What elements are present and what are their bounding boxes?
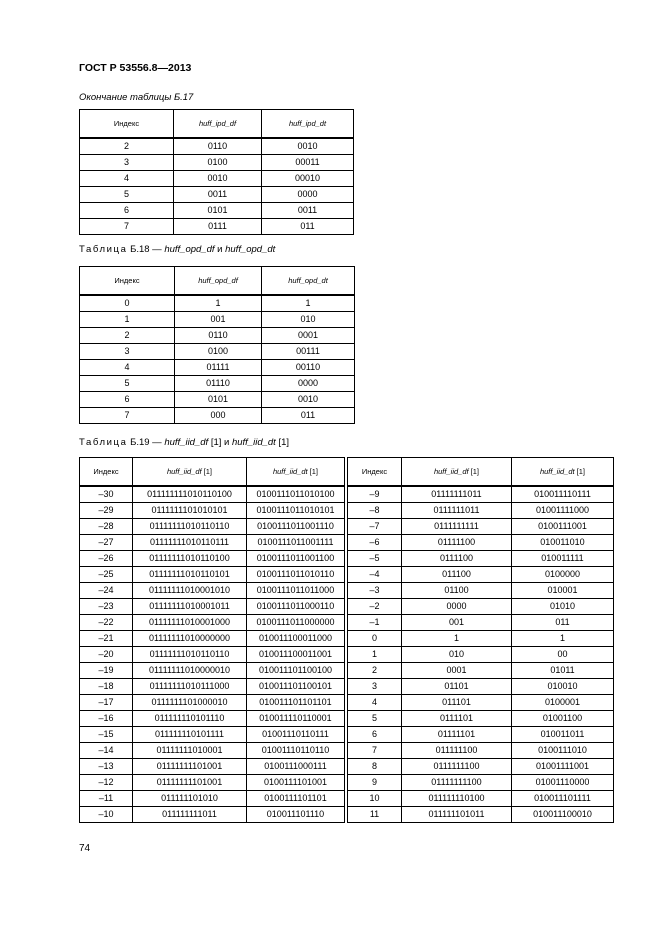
table-row <box>80 486 345 503</box>
table-cell: 0100111011001110 <box>247 519 345 535</box>
column-header-name: huff_opd_dt <box>288 276 328 285</box>
table-cell: –2 <box>348 599 402 615</box>
table-cell: 1 <box>402 631 512 647</box>
table-cell: –25 <box>80 567 133 583</box>
column-header <box>247 458 345 487</box>
table-row <box>80 727 345 743</box>
column-header-name: huff_opd_df <box>198 276 238 285</box>
table-row <box>80 743 345 759</box>
caption-join: и <box>217 244 223 255</box>
table-cell: 011111110100 <box>402 791 512 807</box>
table-row <box>80 171 354 187</box>
table-cell: 0000 <box>262 187 354 203</box>
table-row <box>80 775 345 791</box>
caption-prefix: Таблица <box>79 437 128 448</box>
table-cell: –17 <box>80 695 133 711</box>
table-17-caption: Окончание таблицы Б.17 <box>79 92 194 103</box>
table-cell: 8 <box>348 759 402 775</box>
table-cell: 011 <box>262 408 355 424</box>
table-row <box>80 759 345 775</box>
table-cell: –19 <box>80 663 133 679</box>
table-cell: 010011100011000 <box>247 631 345 647</box>
table-19-left <box>79 457 345 823</box>
table-cell: 010011101111 <box>512 791 614 807</box>
table-cell: 01111111010001011 <box>133 599 247 615</box>
table-cell: –16 <box>80 711 133 727</box>
column-header <box>174 110 262 139</box>
table-18 <box>79 266 355 424</box>
table-cell: 2 <box>80 328 175 344</box>
table-cell: 00011 <box>262 155 354 171</box>
table-cell: 0011 <box>174 187 262 203</box>
column-header <box>402 458 512 487</box>
table-cell: 1 <box>262 295 355 312</box>
table-row <box>80 647 345 663</box>
table-row <box>80 392 355 408</box>
table-cell: –7 <box>348 519 402 535</box>
table-cell: 11 <box>348 807 402 823</box>
table-row <box>348 519 614 535</box>
table-row <box>80 503 345 519</box>
table-cell: 01001111001 <box>512 759 614 775</box>
caption-name: huff_opd_dt <box>225 244 276 255</box>
table-cell: –11 <box>80 791 133 807</box>
table-cell: 01111111010001 <box>133 743 247 759</box>
table-cell: 01010 <box>512 599 614 615</box>
table-cell: –9 <box>348 486 402 503</box>
table-cell: –28 <box>80 519 133 535</box>
table-cell: 0010 <box>262 138 354 155</box>
table-cell: 00010 <box>262 171 354 187</box>
table-row <box>80 376 355 392</box>
caption-name: huff_opd_df <box>164 244 215 255</box>
caption-name: huff_iid_dt <box>231 437 276 448</box>
column-header: Индекс <box>80 267 175 296</box>
table-cell: 01101 <box>402 679 512 695</box>
column-header-index: [1] <box>307 467 319 476</box>
table-cell: 01001111000 <box>512 503 614 519</box>
table-row <box>80 187 354 203</box>
table-cell: 011111111011 <box>133 807 247 823</box>
table-header-row <box>348 458 614 487</box>
table-row <box>80 203 354 219</box>
table-cell: 0100111000111 <box>247 759 345 775</box>
table-row <box>80 551 345 567</box>
table-cell: 01001110110111 <box>247 727 345 743</box>
table-cell: 011111111010110100 <box>133 486 247 503</box>
table-row <box>80 219 354 235</box>
column-header-name: huff_iid_dt <box>272 467 308 476</box>
table-row <box>80 631 345 647</box>
table-row <box>348 695 614 711</box>
table-row <box>80 360 355 376</box>
table-row <box>80 295 355 312</box>
table-row <box>80 679 345 695</box>
table-cell: 01111111010111000 <box>133 679 247 695</box>
table-cell: 6 <box>80 392 175 408</box>
caption-number: Б.18 — <box>130 244 162 255</box>
table-cell: 010011101110 <box>247 807 345 823</box>
table-cell: 01001100 <box>512 711 614 727</box>
table-row <box>348 599 614 615</box>
table-cell: 0100111011010101 <box>247 503 345 519</box>
table-cell: 010001 <box>512 583 614 599</box>
table-cell: 0 <box>348 631 402 647</box>
table-cell: 01001110110110 <box>247 743 345 759</box>
table-cell: 0100111011000110 <box>247 599 345 615</box>
column-header <box>175 267 262 296</box>
table-cell: –8 <box>348 503 402 519</box>
table-cell: 010011010 <box>512 535 614 551</box>
table-cell: 3 <box>80 155 174 171</box>
table-cell: 0101 <box>175 392 262 408</box>
column-header <box>348 458 402 487</box>
table-cell: 01111111010110110 <box>133 519 247 535</box>
table-cell: 010010 <box>512 679 614 695</box>
table-cell: 7 <box>80 219 174 235</box>
column-header-name: huff_iid_df <box>166 467 202 476</box>
table-cell: 0110 <box>174 138 262 155</box>
table-cell: 010011110110001 <box>247 711 345 727</box>
table-cell: 1 <box>175 295 262 312</box>
table-cell: –21 <box>80 631 133 647</box>
table-row <box>80 807 345 823</box>
table-cell: 0100111011001100 <box>247 551 345 567</box>
table-row <box>348 583 614 599</box>
table-row <box>80 663 345 679</box>
table-cell: 010011100010 <box>512 807 614 823</box>
table-row <box>80 328 355 344</box>
table-cell: 01001110000 <box>512 775 614 791</box>
table-cell: 5 <box>80 376 175 392</box>
table-cell: 2 <box>348 663 402 679</box>
table-cell: 01100 <box>402 583 512 599</box>
column-header-index: [1] <box>201 467 213 476</box>
table-cell: 01111111010001000 <box>133 615 247 631</box>
document-header: ГОСТ Р 53556.8—2013 <box>79 62 192 74</box>
caption-number: Б.19 — <box>130 437 162 448</box>
table-cell: 0111111111 <box>402 519 512 535</box>
table-cell: 010 <box>402 647 512 663</box>
table-cell: 7 <box>348 743 402 759</box>
caption-index: [1] <box>210 437 222 448</box>
table-row <box>348 631 614 647</box>
table-cell: –13 <box>80 759 133 775</box>
table-row <box>348 727 614 743</box>
table-row <box>348 486 614 503</box>
table-cell: 0111111101000010 <box>133 695 247 711</box>
table-cell: 01111111101001 <box>133 759 247 775</box>
table-cell: 011100 <box>402 567 512 583</box>
table-cell: –27 <box>80 535 133 551</box>
column-header-index: Индекс <box>361 467 388 476</box>
table-row <box>348 551 614 567</box>
table-cell: 01111111101001 <box>133 775 247 791</box>
table-cell: 001 <box>175 312 262 328</box>
table-cell: 0100111011010110 <box>247 567 345 583</box>
table-cell: 0100111001 <box>512 519 614 535</box>
table-cell: 0100000 <box>512 567 614 583</box>
table-cell: 011 <box>262 219 354 235</box>
table-cell: 0100001 <box>512 695 614 711</box>
column-header <box>262 110 354 139</box>
table-cell: –26 <box>80 551 133 567</box>
caption-prefix: Таблица <box>79 244 128 255</box>
table-cell: –3 <box>348 583 402 599</box>
table-cell: –22 <box>80 615 133 631</box>
table-cell: 011111101010 <box>133 791 247 807</box>
table-cell: 00 <box>512 647 614 663</box>
table-cell: 010011100011001 <box>247 647 345 663</box>
table-row <box>80 567 345 583</box>
table-cell: 4 <box>80 171 174 187</box>
table-cell: 01111111010001010 <box>133 583 247 599</box>
table-cell: 0100 <box>174 155 262 171</box>
table-row <box>80 312 355 328</box>
table-18-caption <box>79 244 275 255</box>
column-header: Индекс <box>80 110 174 139</box>
table-cell: 0100111101101 <box>247 791 345 807</box>
table-cell: 010011101100101 <box>247 679 345 695</box>
table-row <box>348 791 614 807</box>
table-row <box>348 615 614 631</box>
table-cell: 01111111100 <box>402 775 512 791</box>
table-row <box>348 503 614 519</box>
table-row <box>348 711 614 727</box>
caption-name: huff_iid_df <box>164 437 209 448</box>
table-19-right <box>347 457 614 823</box>
column-header-name: huff_ipd_df <box>198 119 237 128</box>
table-cell: –18 <box>80 679 133 695</box>
table-cell: –6 <box>348 535 402 551</box>
table-cell: –15 <box>80 727 133 743</box>
table-cell: 011111110101111 <box>133 727 247 743</box>
table-cell: 6 <box>80 203 174 219</box>
table-cell: 0 <box>80 295 175 312</box>
table-cell: –4 <box>348 567 402 583</box>
table-cell: 010011101100100 <box>247 663 345 679</box>
table-row <box>348 807 614 823</box>
table-row <box>348 647 614 663</box>
table-cell: 0111100 <box>402 551 512 567</box>
table-row <box>348 567 614 583</box>
table-cell: 01111111011 <box>402 486 512 503</box>
column-header-index: [1] <box>468 467 480 476</box>
table-cell: 011101 <box>402 695 512 711</box>
table-row <box>348 535 614 551</box>
table-cell: 01110 <box>175 376 262 392</box>
table-cell: 001 <box>402 615 512 631</box>
table-cell: 0001 <box>402 663 512 679</box>
table-row <box>80 711 345 727</box>
table-cell: –14 <box>80 743 133 759</box>
table-cell: 010011011 <box>512 727 614 743</box>
table-cell: 0101 <box>174 203 262 219</box>
table-cell: 0011 <box>262 203 354 219</box>
table-cell: 01111111010110110 <box>133 647 247 663</box>
table-cell: 01011 <box>512 663 614 679</box>
column-header-index: [1] <box>574 467 586 476</box>
table-cell: 7 <box>80 408 175 424</box>
table-cell: 0001 <box>262 328 355 344</box>
table-cell: –24 <box>80 583 133 599</box>
table-cell: 010011101101101 <box>247 695 345 711</box>
table-header-row <box>80 110 354 139</box>
table-cell: 011111101011 <box>402 807 512 823</box>
table-cell: 3 <box>348 679 402 695</box>
table-cell: 0100111101001 <box>247 775 345 791</box>
table-cell: 1 <box>348 647 402 663</box>
table-row <box>80 408 355 424</box>
table-cell: 010 <box>262 312 355 328</box>
table-cell: 1 <box>512 631 614 647</box>
table-row <box>348 759 614 775</box>
page-number: 74 <box>79 843 91 854</box>
table-cell: 01111 <box>175 360 262 376</box>
table-cell: 1 <box>80 312 175 328</box>
table-cell: 010011111 <box>512 551 614 567</box>
column-header <box>262 267 355 296</box>
table-cell: 0111111011 <box>402 503 512 519</box>
table-cell: 0111111101010101 <box>133 503 247 519</box>
table-19-caption <box>79 437 289 448</box>
table-cell: 6 <box>348 727 402 743</box>
table-header-row <box>80 458 345 487</box>
table-row <box>348 663 614 679</box>
table-cell: –30 <box>80 486 133 503</box>
table-row <box>348 679 614 695</box>
table-cell: 5 <box>348 711 402 727</box>
table-cell: 0100 <box>175 344 262 360</box>
table-cell: 0000 <box>262 376 355 392</box>
table-row <box>348 743 614 759</box>
table-cell: 000 <box>175 408 262 424</box>
table-cell: 0111101 <box>402 711 512 727</box>
table-cell: –12 <box>80 775 133 791</box>
table-cell: 9 <box>348 775 402 791</box>
table-cell: –10 <box>80 807 133 823</box>
table-cell: 0111111100 <box>402 759 512 775</box>
table-row <box>80 583 345 599</box>
table-cell: 01111111010110111 <box>133 535 247 551</box>
table-cell: –23 <box>80 599 133 615</box>
caption-join: и <box>224 437 230 448</box>
column-header <box>512 458 614 487</box>
table-cell: 01111111010000010 <box>133 663 247 679</box>
table-cell: 0100111011010100 <box>247 486 345 503</box>
table-cell: 5 <box>80 187 174 203</box>
table-row <box>80 599 345 615</box>
table-cell: –29 <box>80 503 133 519</box>
column-header-name: huff_iid_df <box>433 467 469 476</box>
table-row <box>80 535 345 551</box>
table-row <box>80 155 354 171</box>
table-cell: 011111110101110 <box>133 711 247 727</box>
table-row <box>80 519 345 535</box>
table-cell: –5 <box>348 551 402 567</box>
table-cell: 2 <box>80 138 174 155</box>
table-row <box>80 138 354 155</box>
table-cell: –20 <box>80 647 133 663</box>
table-cell: 0111 <box>174 219 262 235</box>
table-cell: 3 <box>80 344 175 360</box>
table-cell: 0100111011001111 <box>247 535 345 551</box>
table-cell: 0110 <box>175 328 262 344</box>
table-row <box>80 615 345 631</box>
table-cell: 011111100 <box>402 743 512 759</box>
column-header-name: huff_ipd_dt <box>288 119 327 128</box>
table-cell: 4 <box>348 695 402 711</box>
table-cell: 0000 <box>402 599 512 615</box>
column-header <box>80 458 133 487</box>
table-cell: 01111111010110101 <box>133 567 247 583</box>
table-cell: 10 <box>348 791 402 807</box>
table-cell: 0100111011000000 <box>247 615 345 631</box>
table-cell: 011 <box>512 615 614 631</box>
table-cell: 4 <box>80 360 175 376</box>
table-header-row <box>80 267 355 296</box>
table-row <box>80 344 355 360</box>
table-cell: 0010 <box>262 392 355 408</box>
table-row <box>80 791 345 807</box>
table-row <box>348 775 614 791</box>
table-cell: 01111111010000000 <box>133 631 247 647</box>
table-cell: 0100111011011000 <box>247 583 345 599</box>
table-cell: 00110 <box>262 360 355 376</box>
table-17 <box>79 109 354 235</box>
table-row <box>80 695 345 711</box>
table-cell: 010011110111 <box>512 486 614 503</box>
table-cell: 0100111010 <box>512 743 614 759</box>
caption-index: [1] <box>278 437 290 448</box>
table-cell: –1 <box>348 615 402 631</box>
table-cell: 01111100 <box>402 535 512 551</box>
table-cell: 01111111010110100 <box>133 551 247 567</box>
table-cell: 01111101 <box>402 727 512 743</box>
column-header-index: Индекс <box>93 467 119 476</box>
column-header-name: huff_iid_dt <box>539 467 575 476</box>
column-header <box>133 458 247 487</box>
table-cell: 00111 <box>262 344 355 360</box>
table-cell: 0010 <box>174 171 262 187</box>
